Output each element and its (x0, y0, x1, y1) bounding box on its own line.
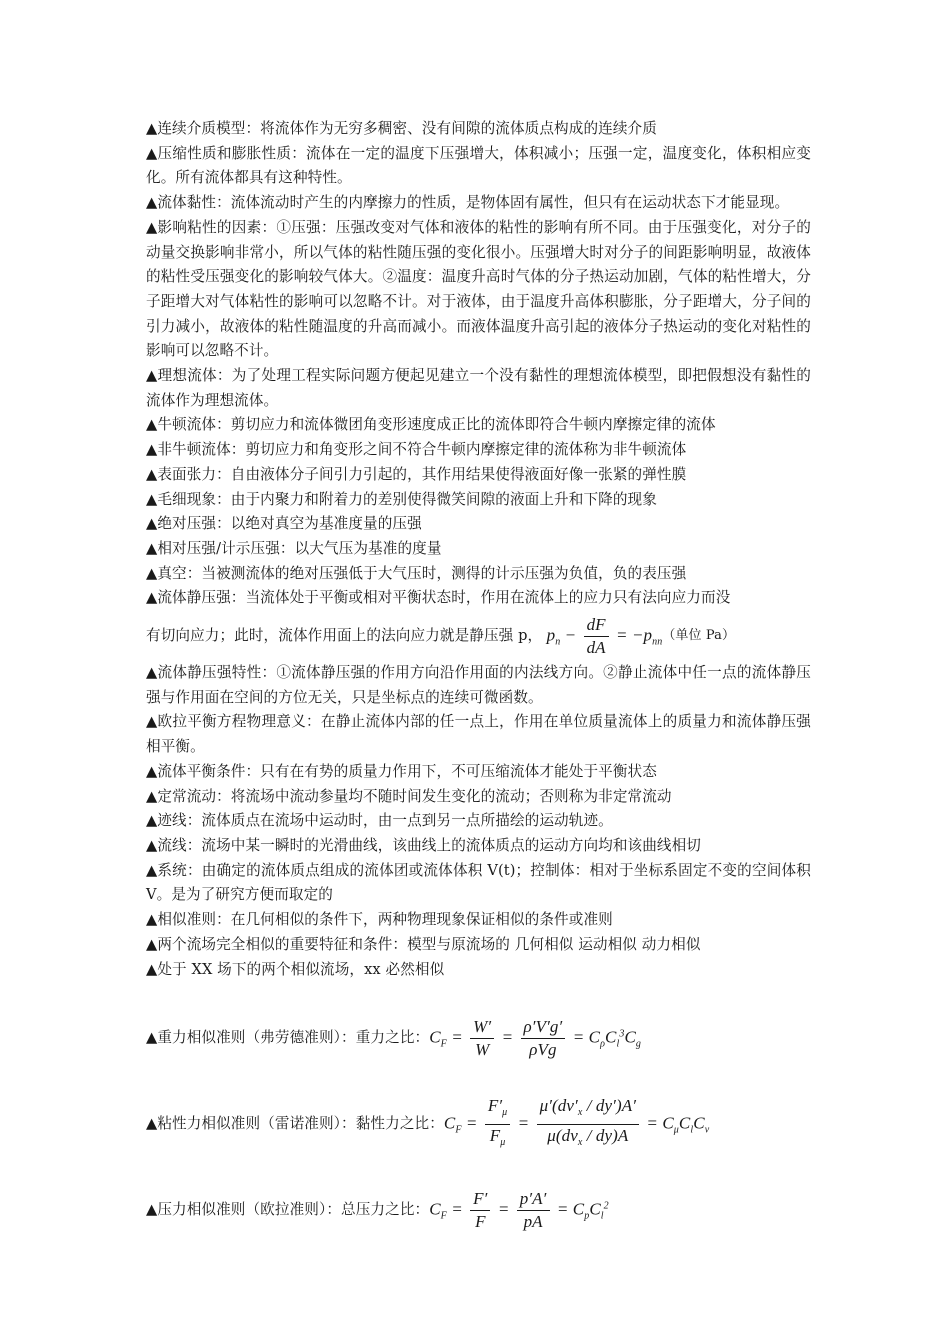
reynolds-label: ▲粘性力相似准则（雷诺准则）：黏性力之比： (146, 1114, 444, 1132)
para-compressibility: ▲压缩性质和膨胀性质：流体在一定的温度下压强增大，体积减小；压强一定，温度变化，体积相应变化。所有流体都具有这种特性。 (146, 144, 811, 187)
para-continuum-model: ▲连续介质模型：将流体作为无穷多稠密、没有间隙的流体质点构成的连续介质 (146, 120, 657, 137)
para-streamline: ▲流线：流场中某一瞬时的光滑曲线，该曲线上的流体质点的运动方向均和该曲线相切 (146, 836, 701, 854)
para-static-pressure-properties: ▲流体静压强特性：①流体静压强的作用方向沿作用面的内法线方向。②静止流体中任一点的流体静压强与作用面在空间的方位无关，只是坐标点的连续可微函数。 (146, 664, 811, 706)
para-absolute-pressure: ▲绝对压强：以绝对真空为基准度量的压强 (146, 515, 422, 533)
para-relative-pressure: ▲相对压强/计示压强：以大气压为基准的度量 (146, 539, 442, 557)
para-system-control-volume: ▲系统：由确定的流体质点组成的流体团或流体体积 V(t)；控制体：相对于坐标系固定不变的空间体积 V。是为了研究方便而取定的 (146, 861, 811, 904)
para-complete-similarity: ▲两个流场完全相似的重要特征和条件：模型与原流场的 几何相似 运动相似 动力相似 (146, 935, 701, 953)
froude-label: ▲重力相似准则（弗劳德准则）：重力之比： (146, 1028, 430, 1046)
euler-label: ▲压力相似准则（欧拉准则）：总压力之比： (146, 1200, 430, 1218)
para-newtonian-fluid: ▲牛顿流体：剪切应力和流体微团角变形速度成正比的流体即符合牛顿内摩擦定律的流体 (146, 416, 716, 434)
para-capillarity: ▲毛细现象：由于内聚力和附着力的差别使得微笑间隙的液面上升和下降的现象 (146, 490, 657, 508)
para-euler-equation: ▲欧拉平衡方程物理意义：在静止流体内部的任一点上，作用在单位质量流体上的质量力和流体静压强相平衡。 (146, 713, 811, 756)
static-pressure-equation-line (146, 611, 811, 661)
froude-criterion (146, 1008, 811, 1068)
para-non-newtonian-fluid: ▲非牛顿流体：剪切应力和角变形之间不符合牛顿内摩擦定律的流体称为非牛顿流体 (146, 441, 687, 459)
froude-formula: $C_F$ = $\frac{W'}{W}$ = $\frac{\rho'V'g'}{\text{ρVg}}$ = $C_\rho C_l^3C_g$ (429, 1016, 641, 1059)
reynolds-formula: $C_F$ = $\frac{F'_\mu}{F_\mu}$ = $\frac{\mu'(dv'_x / dy')A'}{\mu(dv_x / dy)A}$ = $C_\mu C_lC_v$ (443, 1095, 710, 1148)
para-vacuum: ▲真空：当被测流体的绝对压强低于大气压时，测得的计示压强为负值，负的表压强 (146, 564, 687, 582)
euler-formula: $C_F$ = $\frac{F'}{F}$ = $\frac{p'A'}{pA}$ = $C_pC_l^2$ (429, 1188, 609, 1231)
para-similar-flow-fields: ▲处于 XX 场下的两个相似流场，xx 必然相似 (146, 960, 445, 978)
document-body (146, 117, 811, 1240)
static-pressure-unit: （单位 Pa） (662, 627, 736, 643)
para-viscosity: ▲流体黏性：流体流动时产生的内摩擦力的性质，是物体固有属性，但只有在运动状态下才能显现。 (146, 194, 790, 212)
para-viscosity-factors: ▲影响粘性的因素：①压强：压强改变对气体和液体的粘性的影响有所不同。由于压强变化，对分子的动量交换影响非常小，所以气体的粘性随压强的变化很小。压强增大时对分子的间距影响明显，故液体的粘性受压强变化的影响较气体大。②温度：温度升高时气体的分子热运动加剧，气体的粘性增大，分子距增大对气体粘性的影响可以忽略不计。对于液体，由于温度升高体积膨胀，分子距增大，分子间的引力减小，故液体的粘性随温度的升高而减小。而液体温度升高引起的液体分子热运动的变化对粘性的影响可以忽略不计。 (146, 218, 811, 360)
para-steady-flow: ▲定常流动：将流场中流动参量均不随时间发生变化的流动；否则称为非定常流动 (146, 787, 672, 805)
para-pathline: ▲迹线：流体质点在流场中运动时，由一点到另一点所描绘的运动轨迹。 (146, 812, 613, 830)
para-ideal-fluid: ▲理想流体：为了处理工程实际问题方便起见建立一个没有黏性的理想流体模型，即把假想没有黏性的流体作为理想流体。 (146, 367, 811, 409)
euler-criterion (146, 1180, 811, 1240)
static-pressure-formula: $p_n$ − $\frac{dF}{dA}$ = $-p_{nn}$ (542, 614, 663, 657)
reynolds-criterion (146, 1094, 811, 1154)
para-surface-tension: ▲表面张力：自由液体分子间引力引起的，其作用结果使得液面好像一张紧的弹性膜 (146, 465, 687, 483)
para-similarity-criteria: ▲相似准则：在几何相似的条件下，两种物理现象保证相似的条件或准则 (146, 911, 613, 929)
para-equilibrium-condition: ▲流体平衡条件：只有在有势的质量力作用下，不可压缩流体才能处于平衡状态 (146, 762, 657, 780)
static-pressure-text: 有切向应力；此时，流体作用面上的法向应力就是静压强 p， (146, 626, 543, 644)
para-static-pressure: ▲流体静压强：当流体处于平衡或相对平衡状态时，作用在流体上的应力只有法向应力而没 (146, 589, 731, 607)
